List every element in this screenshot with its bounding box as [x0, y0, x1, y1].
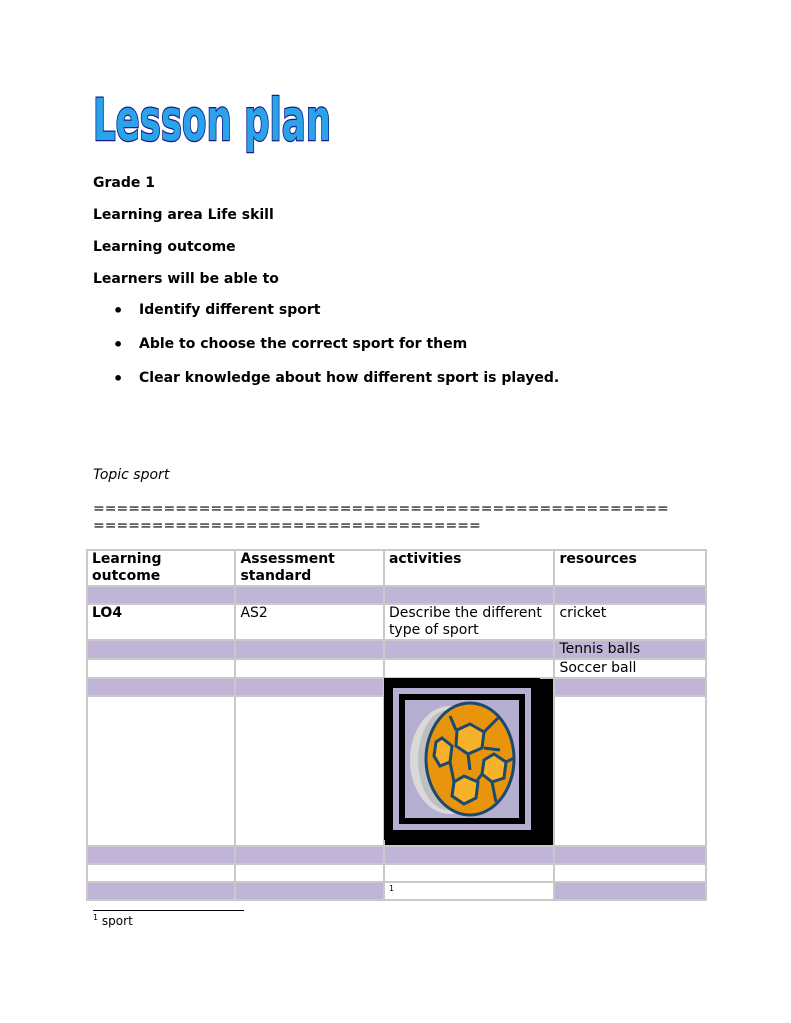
soccer-ball-icon: [384, 678, 540, 840]
lesson-plan-table: [86, 549, 707, 901]
footnote: [93, 913, 133, 928]
learning-area-line: Learning area Life skill: [93, 207, 274, 223]
footnote-mark: 1: [93, 913, 99, 922]
table-row: [88, 679, 705, 695]
header-learning-outcome: Learning outcome: [88, 551, 234, 585]
bullet-item: • Able to choose the correct sport for them: [93, 336, 559, 370]
outcome-bullets: [93, 302, 559, 404]
separator-line-1: =================================================: [93, 501, 669, 517]
bullet-item: • Clear knowledge about how different sport is played.: [93, 370, 559, 404]
cell-resource-cricket: cricket: [555, 605, 705, 639]
learning-outcome-line: Learning outcome: [93, 239, 236, 255]
table-row: [88, 865, 705, 881]
table-row: [88, 847, 705, 863]
lesson-plan-wordart-text: Lesson plan: [93, 86, 331, 154]
table-row: [88, 883, 705, 899]
footnote-reference: 1: [388, 884, 395, 893]
learners-able-line: Learners will be able to: [93, 271, 279, 287]
table-row: [88, 641, 705, 658]
topic-line: Topic sport: [93, 467, 170, 483]
bullet-item: • Identify different sport: [93, 302, 559, 336]
lesson-plan-wordart: [90, 82, 335, 154]
header-assessment-standard: Assessment standard: [236, 551, 382, 585]
footnote-separator: [93, 910, 244, 911]
cell-resource-soccer: Soccer ball: [555, 660, 705, 677]
soccer-ball-image-cell: [385, 679, 554, 845]
table-row: [88, 605, 705, 639]
footnote-text: sport: [101, 914, 133, 928]
header-activities: activities: [385, 551, 554, 585]
table-row: [88, 660, 705, 677]
cell-as2: AS2: [236, 605, 382, 639]
header-resources: resources: [555, 551, 705, 585]
table-header-row: [88, 551, 705, 585]
table-row: [88, 587, 705, 603]
cell-resource-tennis: Tennis balls: [555, 641, 705, 658]
separator-line-2: =================================: [93, 518, 481, 534]
cell-activity: Describe the different type of sport: [385, 605, 554, 639]
grade-line: Grade 1: [93, 175, 155, 191]
cell-lo4: LO4: [88, 605, 234, 639]
